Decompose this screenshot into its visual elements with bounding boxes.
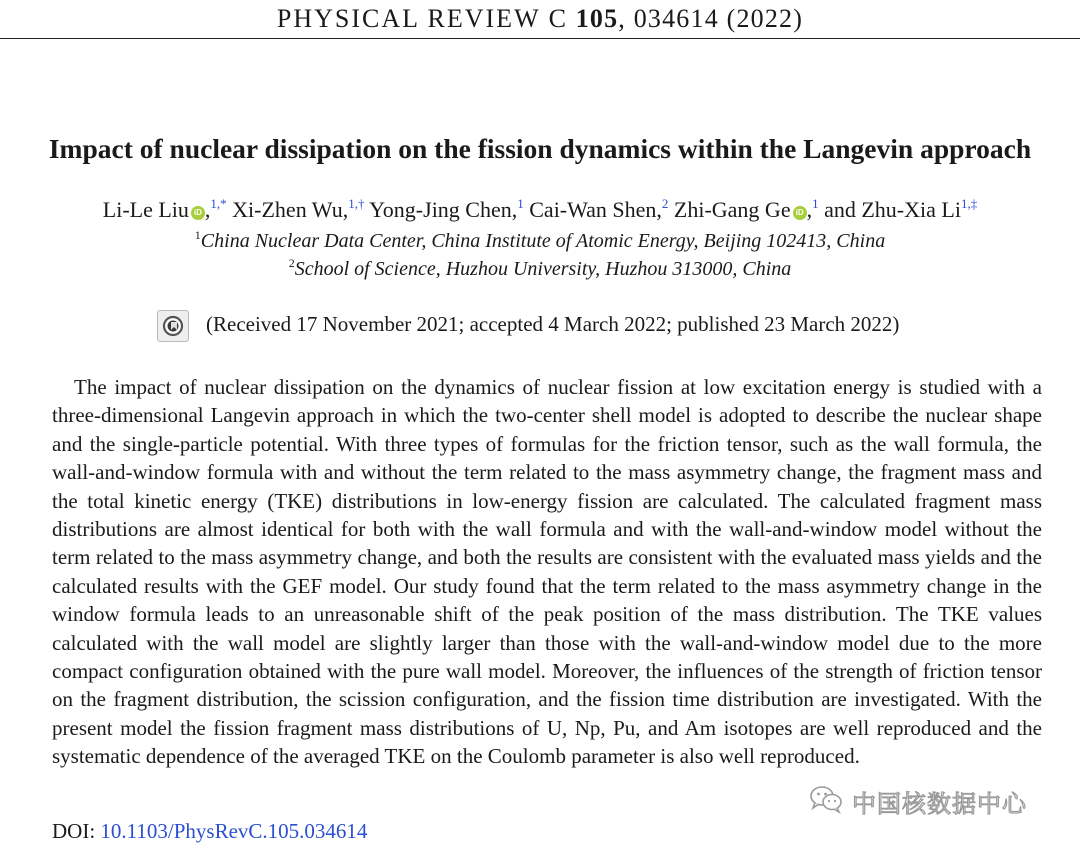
author-list: Li-Le Liu iD ,$^{1,*}$ Xi-Zhen Wu,$^{1,\dagger}$ Yong-Jing Chen,$^1$ Cai-Wan Shen,$^2$ Zhi-Gang Ge iD ,$^1$ and Zhu-Xia $Li^{1,\ddagger}$ [102, 196, 978, 222]
wechat-icon [808, 784, 844, 819]
orcid-icon[interactable]: iD [793, 206, 807, 220]
author-affiliation-mark[interactable]: 1 [812, 196, 819, 211]
doi-line [52, 819, 367, 844]
author-name[interactable]: Zhi-Gang Ge [673, 197, 791, 222]
author-affiliation-mark[interactable]: 1,† [348, 196, 365, 211]
abstract: The impact of nuclear dissipation on the dynamics of nuclear fission at low excitation energy is studied with a three-dimensional Langevin approach in which the two-center shell model is adopted to describe the nuclear shape and the single-particle potential. With three types of formulas for the friction tensor, such as the wall formula, the wall-and-window formula with and without the term related to the mass asymmetry change, the fragment mass and the total kinetic energy (TKE) distributions in low-energy fission are calculated. The calculated fragment mass distributions are almost identical for both with the wall formula and with the wall-and-window model without the term related to the mass asymmetry change, and both the results are consistent with the evaluated mass yields and the calculated results with the GEF model. Our study found that the term related to the mass asymmetry change in the window formula leads to an unreasonable shift of the peak position of the mass distribution. The TKE values calculated with the wall model are slightly larger than those with the wall-and-window model due to the more compact configuration obtained with the pure wall model. Moreover, the influences of the strength of friction tensor on the fragment distribution, the scission configuration, and the fission time distribution are investigated. With the present model the fission fragment mass distributions of U, Np, Pu, and Am isotopes are well reproduced and the systematic dependence of the averaged TKE on the Coulomb parameter is also well reproduced. [52, 375, 1042, 769]
journal-name: PHYSICAL REVIEW C [276, 4, 568, 33]
affiliation-text: School of Science, Huzhou University, Huzhou 313000, China [294, 258, 792, 280]
affiliation-number: 1 [194, 228, 201, 242]
wechat-watermark [808, 784, 1048, 818]
affiliation-number: 2 [288, 256, 295, 270]
author-affiliation-mark[interactable]: 1 [517, 196, 524, 211]
affiliation-text: China Nuclear Data Center, China Institute of Atomic Energy, Beijing 102413, China [200, 230, 886, 252]
doi-label: DOI: [52, 819, 96, 843]
author-name[interactable]: Cai-Wan Shen [529, 197, 657, 222]
journal-citation [0, 4, 1080, 34]
crossmark-icon[interactable] [157, 310, 189, 342]
author-name[interactable]: Xi-Zhen Wu [232, 197, 343, 222]
watermark-text: 中国核数据中心 [852, 789, 1027, 818]
orcid-icon[interactable]: iD [191, 206, 205, 220]
authors-conjunction: and [824, 197, 856, 222]
journal-header [0, 0, 1080, 39]
author-name[interactable]: Yong-Jing Chen [369, 197, 512, 222]
author-affiliation-mark[interactable]: 1,* [210, 196, 227, 211]
author-name[interactable]: Li-Le Liu [102, 197, 189, 222]
author-affiliation-mark[interactable]: 1,‡ [960, 196, 978, 211]
doi-link[interactable]: 10.1103/PhysRevC.105.034614 [100, 819, 368, 843]
affiliation-1 [0, 230, 1080, 253]
publication-history: (Received 17 November 2021; accepted 4 March 2022; published 23 March 2022) [206, 312, 900, 336]
article-number-year: , 034614 (2022) [618, 4, 804, 33]
affiliation-2 [0, 258, 1080, 281]
author-affiliation-mark[interactable]: 2 [661, 196, 669, 211]
author-name[interactable]: Zhu-Xia Li [861, 197, 961, 222]
paper-title: Impact of nuclear dissipation on the fission dynamics within the Langevin approach [48, 133, 1032, 164]
journal-volume: 105 [575, 4, 619, 33]
